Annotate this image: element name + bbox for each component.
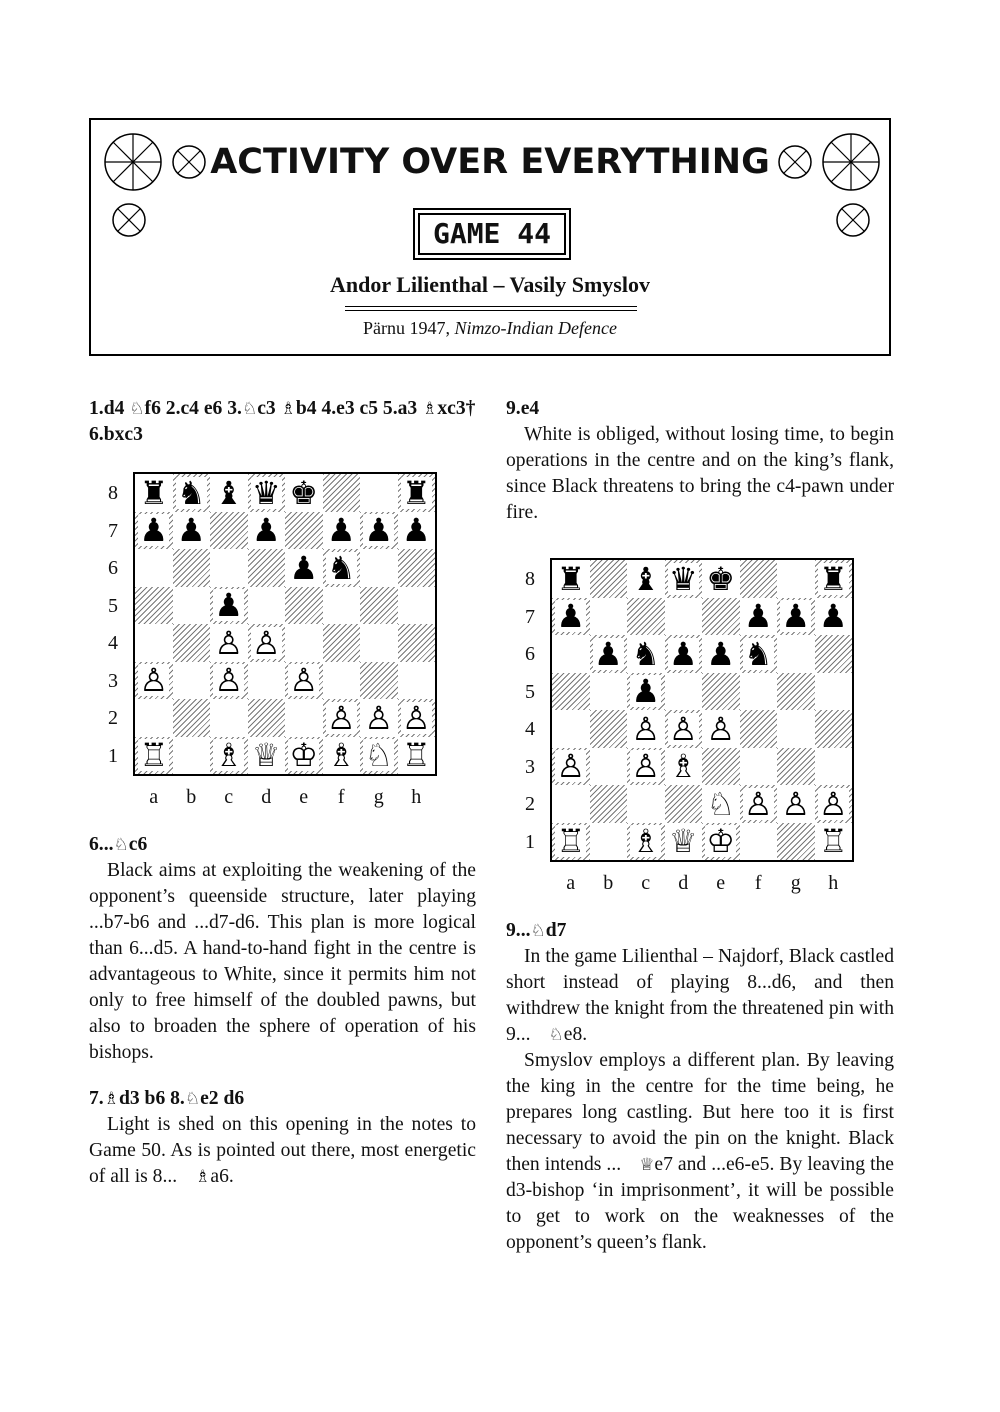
file-label: h: [828, 872, 839, 894]
square-a6: [135, 549, 173, 587]
square-b6: [590, 635, 628, 673]
square-e3: [285, 662, 323, 700]
bishop-figurine-icon: ♗: [195, 1167, 211, 1187]
cross-circle-icon: [111, 202, 147, 238]
chess-piece-icon: ♟: [743, 597, 773, 636]
annotation-paragraph: Light is shed on this opening in the notes to Game 50. As is pointed out there, most energetic of all is 8... ♗a6.: [89, 1112, 476, 1190]
divider: [345, 310, 637, 311]
square-c6: [627, 635, 665, 673]
square-c4: [627, 710, 665, 748]
file-label: a: [149, 786, 159, 808]
chess-piece-icon: ♙: [743, 784, 773, 823]
square-e7: [285, 512, 323, 550]
square-e1: [702, 823, 740, 861]
chess-piece-icon: ♟: [401, 511, 431, 550]
chess-piece-icon: ♞: [326, 548, 356, 587]
square-f6: [740, 635, 778, 673]
square-a2: [552, 785, 590, 823]
chess-piece-icon: ♜: [556, 559, 586, 598]
square-a8: [135, 474, 173, 512]
chess-piece-icon: ♗: [214, 736, 244, 775]
square-a3: [135, 662, 173, 700]
chess-piece-icon: ♟: [214, 586, 244, 625]
square-c3: [627, 748, 665, 786]
chess-piece-icon: ♗: [326, 736, 356, 775]
square-a7: [552, 598, 590, 636]
rank-label: 8: [525, 568, 535, 590]
square-e7: [702, 598, 740, 636]
square-d5: [665, 673, 703, 711]
square-h5: [398, 587, 436, 625]
chess-piece-icon: ♟: [668, 634, 698, 673]
chess-piece-icon: ♙: [818, 784, 848, 823]
square-g5: [360, 587, 398, 625]
chess-piece-icon: ♟: [364, 511, 394, 550]
file-label: d: [261, 786, 272, 808]
square-d2: [248, 699, 286, 737]
annotation-paragraph: In the game Lilienthal – Najdorf, Black castled short instead of playing 8...d6, and then withdrew the knight from the threatened pin with 9... ♘e8.: [506, 944, 894, 1048]
chess-piece-icon: ♙: [631, 747, 661, 786]
chess-piece-icon: ♟: [289, 548, 319, 587]
square-b7: [590, 598, 628, 636]
chess-piece-icon: ♖: [818, 822, 848, 861]
file-label: g: [373, 786, 384, 808]
square-e4: [702, 710, 740, 748]
chess-piece-icon: ♟: [631, 672, 661, 711]
square-b1: [590, 823, 628, 861]
chess-piece-icon: ♝: [631, 559, 661, 598]
square-h7: [815, 598, 853, 636]
rank-label: 2: [525, 793, 535, 815]
square-a2: [135, 699, 173, 737]
rank-label: 4: [525, 718, 535, 740]
annotation-paragraph: White is obliged, without losing time, to begin operations in the centre and on the king’s flank, since Black threatens to bring the c4-pawn under fire.: [506, 424, 894, 523]
move-line: 6...♘c6: [89, 832, 476, 858]
square-a1: [552, 823, 590, 861]
square-a5: [552, 673, 590, 711]
square-d7: [248, 512, 286, 550]
rank-label: 5: [525, 680, 535, 703]
chess-piece-icon: ♟: [818, 597, 848, 636]
move-line: 9.e4: [506, 398, 540, 419]
square-g6: [360, 549, 398, 587]
square-e8: [702, 560, 740, 598]
bishop-figurine-icon: ♗: [280, 399, 296, 419]
square-f1: [740, 823, 778, 861]
file-label: c: [224, 786, 234, 808]
square-c8: [210, 474, 248, 512]
square-f7: [740, 598, 778, 636]
square-d6: [665, 635, 703, 673]
chess-piece-icon: ♟: [251, 511, 281, 550]
right-column: [506, 396, 894, 1256]
chapter-header: [89, 118, 891, 356]
square-b4: [173, 624, 211, 662]
chapter-title: ACTIVITY OVER EVERYTHING: [210, 142, 770, 182]
square-d7: [665, 598, 703, 636]
square-g3: [360, 662, 398, 700]
square-g2: [360, 699, 398, 737]
chess-piece-icon: ♙: [214, 623, 244, 662]
chess-piece-icon: ♚: [289, 473, 319, 512]
move-line: 9...♘d7: [506, 918, 894, 944]
square-f4: [740, 710, 778, 748]
chess-piece-icon: ♟: [326, 511, 356, 550]
divider: [345, 306, 637, 307]
square-c5: [627, 673, 665, 711]
players-line: Andor Lilienthal – Vasily Smyslov: [330, 272, 650, 297]
square-h1: [815, 823, 853, 861]
square-e3: [702, 748, 740, 786]
chess-piece-icon: ♙: [781, 784, 811, 823]
square-f4: [323, 624, 361, 662]
chess-piece-icon: ♟: [176, 511, 206, 550]
square-g7: [360, 512, 398, 550]
file-label: d: [678, 872, 689, 894]
chess-piece-icon: ♙: [364, 698, 394, 737]
file-label: e: [716, 872, 726, 894]
chess-diagram-1: [89, 464, 476, 828]
file-label: h: [411, 786, 422, 808]
square-e1: [285, 737, 323, 775]
square-d4: [665, 710, 703, 748]
game-number-label: GAME 44: [418, 213, 566, 255]
square-c7: [627, 598, 665, 636]
square-b5: [173, 587, 211, 625]
square-h2: [398, 699, 436, 737]
square-d8: [665, 560, 703, 598]
square-g1: [360, 737, 398, 775]
square-h8: [815, 560, 853, 598]
chess-piece-icon: ♖: [139, 736, 169, 775]
file-label: b: [186, 786, 197, 808]
bishop-figurine-icon: ♗: [422, 399, 438, 419]
square-a5: [135, 587, 173, 625]
cross-circle-icon: [835, 202, 871, 238]
chess-piece-icon: ♙: [631, 709, 661, 748]
square-d5: [248, 587, 286, 625]
chess-piece-icon: ♔: [706, 822, 736, 861]
game-number-badge: [413, 208, 571, 260]
rank-label: 3: [108, 669, 118, 692]
square-e5: [285, 587, 323, 625]
event-opening: Nimzo-Indian Defence: [454, 318, 617, 338]
square-b8: [173, 474, 211, 512]
chess-piece-icon: ♙: [401, 698, 431, 737]
chess-piece-icon: ♛: [668, 559, 698, 598]
knight-figurine-icon: ♘: [530, 921, 546, 941]
square-e6: [702, 635, 740, 673]
square-f3: [740, 748, 778, 786]
square-d3: [665, 748, 703, 786]
square-b4: [590, 710, 628, 748]
square-d2: [665, 785, 703, 823]
square-f6: [323, 549, 361, 587]
square-a7: [135, 512, 173, 550]
chess-piece-icon: ♙: [214, 661, 244, 700]
square-e6: [285, 549, 323, 587]
square-h7: [398, 512, 436, 550]
chess-piece-icon: ♟: [139, 511, 169, 550]
square-c7: [210, 512, 248, 550]
knight-figurine-icon: ♘: [184, 1089, 201, 1109]
square-h3: [815, 748, 853, 786]
square-h6: [398, 549, 436, 587]
rank-label: 7: [525, 605, 535, 628]
square-g7: [777, 598, 815, 636]
rank-label: 4: [108, 632, 118, 654]
chess-piece-icon: ♞: [743, 634, 773, 673]
chess-piece-icon: ♟: [593, 634, 623, 673]
rank-label: 5: [108, 594, 118, 617]
square-c3: [210, 662, 248, 700]
chess-piece-icon: ♙: [556, 747, 586, 786]
rank-label: 6: [525, 643, 535, 665]
square-h8: [398, 474, 436, 512]
square-b1: [173, 737, 211, 775]
chess-piece-icon: ♚: [706, 559, 736, 598]
square-g5: [777, 673, 815, 711]
square-f3: [323, 662, 361, 700]
chess-piece-icon: ♜: [818, 559, 848, 598]
square-f5: [740, 673, 778, 711]
square-a1: [135, 737, 173, 775]
rank-label: 2: [108, 707, 118, 729]
chess-piece-icon: ♟: [556, 597, 586, 636]
square-e2: [285, 699, 323, 737]
bishop-figurine-icon: ♗: [103, 1089, 119, 1109]
event-line: [91, 318, 889, 339]
square-f8: [323, 474, 361, 512]
chess-piece-icon: ♘: [706, 784, 736, 823]
square-d6: [248, 549, 286, 587]
square-g2: [777, 785, 815, 823]
square-c5: [210, 587, 248, 625]
chess-piece-icon: ♙: [251, 623, 281, 662]
square-h5: [815, 673, 853, 711]
chess-piece-icon: ♙: [289, 661, 319, 700]
square-b3: [590, 748, 628, 786]
square-c6: [210, 549, 248, 587]
square-b6: [173, 549, 211, 587]
queen-figurine-icon: ♕: [639, 1155, 655, 1175]
square-a6: [552, 635, 590, 673]
knight-figurine-icon: ♘: [548, 1025, 564, 1045]
rank-label: 3: [525, 755, 535, 778]
square-g4: [360, 624, 398, 662]
chess-piece-icon: ♗: [668, 747, 698, 786]
knight-figurine-icon: ♘: [241, 399, 258, 419]
square-e2: [702, 785, 740, 823]
chess-piece-icon: ♕: [251, 736, 281, 775]
chessboard: [133, 472, 437, 776]
chess-piece-icon: ♞: [631, 634, 661, 673]
square-f2: [323, 699, 361, 737]
square-a4: [135, 624, 173, 662]
square-h1: [398, 737, 436, 775]
file-label: f: [754, 872, 762, 894]
chess-piece-icon: ♖: [556, 822, 586, 861]
chess-piece-icon: ♖: [401, 736, 431, 775]
event-place: Pärnu 1947,: [363, 318, 455, 338]
square-a3: [552, 748, 590, 786]
chess-piece-icon: ♞: [176, 473, 206, 512]
chess-piece-icon: ♙: [326, 698, 356, 737]
left-column: [89, 396, 476, 1190]
square-a8: [552, 560, 590, 598]
file-label: e: [299, 786, 309, 808]
square-f1: [323, 737, 361, 775]
rank-label: 7: [108, 519, 118, 542]
square-b3: [173, 662, 211, 700]
chess-piece-icon: ♟: [781, 597, 811, 636]
annotation-paragraph: Black aims at exploiting the weakening of the opponent’s queenside structure, later playing ...b7-b6 and ...d7-d6. This plan is more logical than 6...d5. A hand-to-hand fight in the centre is advantageous to White, since it permits him not only to free himself of the doubled pawns, but also to broaden the sphere of operation of his bishops.: [89, 860, 476, 1063]
square-g8: [777, 560, 815, 598]
chess-piece-icon: ♙: [706, 709, 736, 748]
knight-figurine-icon: ♘: [113, 835, 129, 855]
square-b5: [590, 673, 628, 711]
square-c1: [210, 737, 248, 775]
file-label: b: [603, 872, 614, 894]
rank-label: 6: [108, 557, 118, 579]
chessboard: [550, 558, 854, 862]
chess-piece-icon: ♗: [631, 822, 661, 861]
square-c1: [627, 823, 665, 861]
square-b8: [590, 560, 628, 598]
square-f8: [740, 560, 778, 598]
rank-label: 8: [108, 482, 118, 504]
move-line: 1.d4 ♘f6 2.c4 e6 3.♘c3 ♗b4 4.e3 c5 5.a3 ♗xc3† 6.bxc3: [89, 398, 476, 445]
rank-label: 1: [525, 830, 535, 853]
knight-figurine-icon: ♘: [129, 399, 145, 419]
square-c8: [627, 560, 665, 598]
square-h3: [398, 662, 436, 700]
square-c2: [627, 785, 665, 823]
square-g6: [777, 635, 815, 673]
chess-piece-icon: ♟: [706, 634, 736, 673]
square-c4: [210, 624, 248, 662]
chess-piece-icon: ♔: [289, 736, 319, 775]
square-d1: [248, 737, 286, 775]
square-e5: [702, 673, 740, 711]
square-g8: [360, 474, 398, 512]
file-label: g: [790, 872, 801, 894]
file-label: f: [337, 786, 345, 808]
square-d1: [665, 823, 703, 861]
square-e4: [285, 624, 323, 662]
rank-label: 1: [108, 744, 118, 767]
chess-diagram-2: [506, 550, 894, 914]
square-h2: [815, 785, 853, 823]
square-f7: [323, 512, 361, 550]
chess-piece-icon: ♜: [139, 473, 169, 512]
square-c2: [210, 699, 248, 737]
move-line: 7.♗d3 b6 8.♘e2 d6: [89, 1086, 476, 1112]
square-h4: [815, 710, 853, 748]
square-b2: [590, 785, 628, 823]
chess-piece-icon: ♙: [668, 709, 698, 748]
chess-piece-icon: ♝: [214, 473, 244, 512]
chess-piece-icon: ♜: [401, 473, 431, 512]
square-h4: [398, 624, 436, 662]
square-g3: [777, 748, 815, 786]
chess-piece-icon: ♙: [139, 661, 169, 700]
file-label: c: [641, 872, 651, 894]
square-b2: [173, 699, 211, 737]
annotation-paragraph: Smyslov employs a different plan. By leaving the king in the centre for the time being, he prepares long castling. But here too it is first necessary to avoid the pin on the knight. Black then intends ... ♕e7 and ...e6-e5. By leaving the d3-bishop ‘in imprisonment’, it will be possible to get to work on the weaknesses of the opponent’s queen’s flank.: [506, 1050, 895, 1253]
square-e8: [285, 474, 323, 512]
square-g4: [777, 710, 815, 748]
square-d8: [248, 474, 286, 512]
square-d3: [248, 662, 286, 700]
square-d4: [248, 624, 286, 662]
chess-piece-icon: ♘: [364, 736, 394, 775]
chess-piece-icon: ♛: [251, 473, 281, 512]
file-label: a: [566, 872, 576, 894]
square-g1: [777, 823, 815, 861]
square-h6: [815, 635, 853, 673]
square-f5: [323, 587, 361, 625]
chess-piece-icon: ♕: [668, 822, 698, 861]
square-a4: [552, 710, 590, 748]
square-f2: [740, 785, 778, 823]
square-b7: [173, 512, 211, 550]
